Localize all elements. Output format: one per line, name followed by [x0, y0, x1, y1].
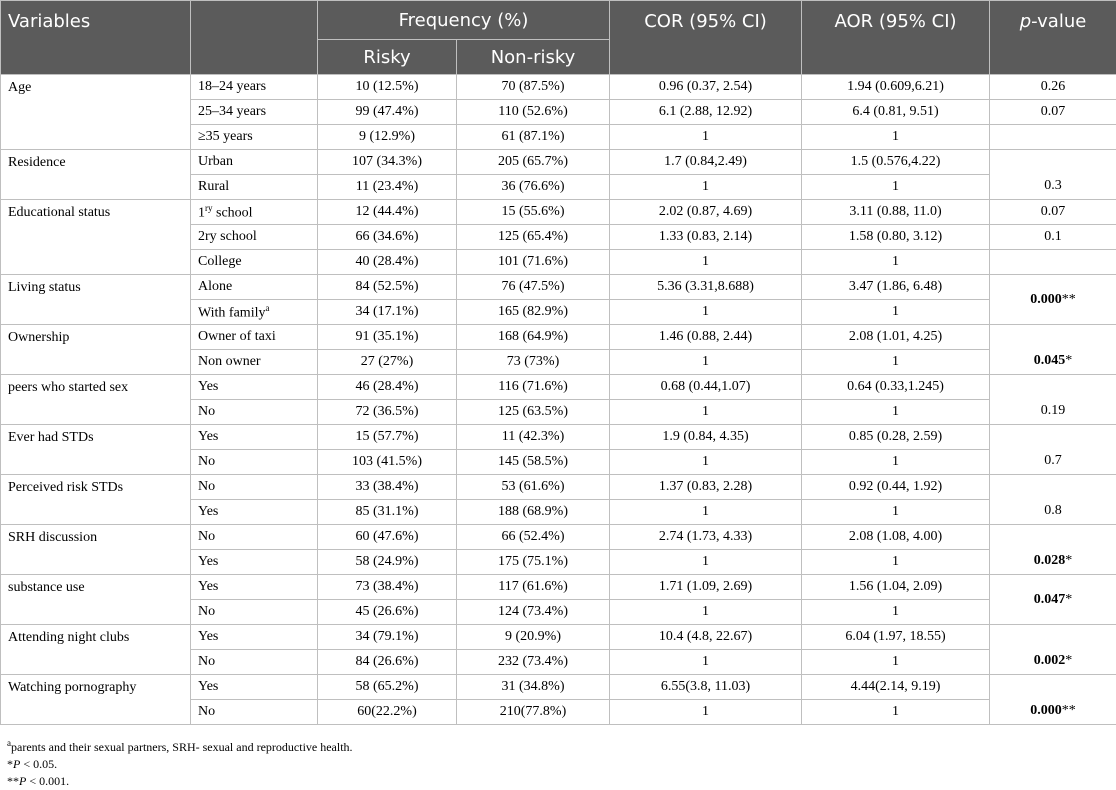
p-value-cell: 0.1 [990, 225, 1116, 250]
p-value-stars: * [1065, 553, 1072, 568]
category-label: 2ry school [198, 229, 257, 244]
risky-cell: 85 (31.1%) [318, 500, 457, 525]
aor-cell: 1 [802, 350, 990, 375]
non-risky-cell: 66 (52.4%) [457, 525, 610, 550]
non-risky-cell: 124 (73.4%) [457, 600, 610, 625]
risky-cell: 66 (34.6%) [318, 225, 457, 250]
p-value-bold: 0.000 [1030, 703, 1062, 718]
cor-cell: 1 [610, 300, 802, 325]
p-value-cell [990, 625, 1116, 675]
non-risky-cell: 31 (34.8%) [457, 675, 610, 700]
non-risky-cell: 232 (73.4%) [457, 650, 610, 675]
variable-cell: SRH discussion [1, 525, 191, 575]
category-cell [191, 400, 318, 425]
p-value-cell [990, 250, 1116, 275]
category-label-rest: school [213, 205, 253, 220]
aor-cell: 2.08 (1.01, 4.25) [802, 325, 990, 350]
header-non-risky: Non-risky [457, 40, 610, 75]
category-cell [191, 375, 318, 400]
non-risky-cell: 145 (58.5%) [457, 450, 610, 475]
variable-cell: Ownership [1, 325, 191, 375]
table-body [1, 75, 1116, 725]
table-row [1, 150, 1116, 175]
header-p-letter: p [1020, 11, 1031, 32]
table-row [1, 675, 1116, 700]
aor-cell: 1 [802, 650, 990, 675]
non-risky-cell: 15 (55.6%) [457, 200, 610, 225]
footnote-star-text: < 0.001. [26, 774, 69, 788]
aor-cell: 1.56 (1.04, 2.09) [802, 575, 990, 600]
non-risky-cell: 188 (68.9%) [457, 500, 610, 525]
variable-cell: substance use [1, 575, 191, 625]
variable-cell: Ever had STDs [1, 425, 191, 475]
category-cell [191, 250, 318, 275]
aor-cell: 0.85 (0.28, 2.59) [802, 425, 990, 450]
aor-cell: 1.58 (0.80, 3.12) [802, 225, 990, 250]
table-row [1, 525, 1116, 550]
non-risky-cell: 9 (20.9%) [457, 625, 610, 650]
cor-cell: 10.4 (4.8, 22.67) [610, 625, 802, 650]
category-label: No [198, 404, 215, 419]
cor-cell: 2.02 (0.87, 4.69) [610, 200, 802, 225]
table-row [1, 575, 1116, 600]
risky-cell: 15 (57.7%) [318, 425, 457, 450]
header-cor: COR (95% CI) [610, 1, 802, 75]
non-risky-cell: 205 (65.7%) [457, 150, 610, 175]
category-cell [191, 125, 318, 150]
non-risky-cell: 101 (71.6%) [457, 250, 610, 275]
p-value-cell [990, 275, 1116, 325]
cor-cell: 1 [610, 175, 802, 200]
p-value-cell: 0.8 [990, 475, 1116, 525]
aor-cell: 0.64 (0.33,1.245) [802, 375, 990, 400]
p-value-bold: 0.000 [1030, 292, 1062, 307]
risky-cell: 84 (52.5%) [318, 275, 457, 300]
non-risky-cell: 168 (64.9%) [457, 325, 610, 350]
p-value-cell [990, 125, 1116, 150]
category-label: Urban [198, 154, 233, 169]
table-row [1, 275, 1116, 300]
risky-cell: 103 (41.5%) [318, 450, 457, 475]
p-value-stars: ** [1062, 703, 1076, 718]
table-row [1, 425, 1116, 450]
p-value-cell: 0.3 [990, 150, 1116, 200]
category-label: Yes [198, 579, 218, 594]
category-label: No [198, 479, 215, 494]
p-value-cell: 0.26 [990, 75, 1116, 100]
category-label: Owner of taxi [198, 329, 276, 344]
cor-cell: 1 [610, 400, 802, 425]
category-cell [191, 450, 318, 475]
risky-cell: 60(22.2%) [318, 700, 457, 725]
p-value-cell: 0.07 [990, 100, 1116, 125]
category-label: College [198, 254, 242, 269]
header-p-value [990, 1, 1116, 75]
variable-cell: Residence [1, 150, 191, 200]
category-cell [191, 200, 318, 225]
risky-cell: 46 (28.4%) [318, 375, 457, 400]
aor-cell: 1 [802, 700, 990, 725]
header-risky: Risky [318, 40, 457, 75]
category-cell [191, 650, 318, 675]
category-cell [191, 75, 318, 100]
cor-cell: 1 [610, 450, 802, 475]
risky-cell: 34 (17.1%) [318, 300, 457, 325]
footnote-single-star [7, 756, 353, 773]
category-label: Yes [198, 504, 218, 519]
variable-cell: Living status [1, 275, 191, 325]
footnote-p-letter: P [13, 757, 20, 771]
risky-cell: 10 (12.5%) [318, 75, 457, 100]
non-risky-cell: 61 (87.1%) [457, 125, 610, 150]
aor-cell: 1 [802, 400, 990, 425]
variable-cell: Attending night clubs [1, 625, 191, 675]
table-row [1, 625, 1116, 650]
category-label: ≥35 years [198, 129, 253, 144]
non-risky-cell: 210(77.8%) [457, 700, 610, 725]
header-variables: Variables [1, 1, 191, 75]
category-cell [191, 475, 318, 500]
cor-cell: 5.36 (3.31,8.688) [610, 275, 802, 300]
risky-cell: 72 (36.5%) [318, 400, 457, 425]
variable-cell: Watching pornography [1, 675, 191, 725]
category-label: Yes [198, 554, 218, 569]
cor-cell: 2.74 (1.73, 4.33) [610, 525, 802, 550]
category-cell [191, 325, 318, 350]
risky-cell: 27 (27%) [318, 350, 457, 375]
category-cell [191, 675, 318, 700]
footnote-star-text: < 0.05. [20, 757, 57, 771]
aor-cell: 1 [802, 500, 990, 525]
category-cell [191, 500, 318, 525]
variable-cell: Educational status [1, 200, 191, 275]
header-category [191, 1, 318, 75]
cor-cell: 1.46 (0.88, 2.44) [610, 325, 802, 350]
non-risky-cell: 73 (73%) [457, 350, 610, 375]
risky-cell: 58 (24.9%) [318, 550, 457, 575]
category-label: No [198, 704, 215, 719]
footnote-a-mark: a [7, 738, 11, 748]
header-p-rest: -value [1031, 11, 1086, 32]
variable-cell: Perceived risk STDs [1, 475, 191, 525]
risky-cell: 60 (47.6%) [318, 525, 457, 550]
p-value-bold: 0.028 [1034, 553, 1066, 568]
non-risky-cell: 117 (61.6%) [457, 575, 610, 600]
aor-cell: 6.04 (1.97, 18.55) [802, 625, 990, 650]
cor-cell: 1 [610, 250, 802, 275]
p-value-bold: 0.002 [1034, 653, 1066, 668]
risky-cell: 91 (35.1%) [318, 325, 457, 350]
aor-cell: 0.92 (0.44, 1.92) [802, 475, 990, 500]
footnote-star-mark: ** [7, 774, 19, 788]
p-value-cell [990, 675, 1116, 725]
category-label: Yes [198, 429, 218, 444]
category-cell [191, 225, 318, 250]
non-risky-cell: 76 (47.5%) [457, 275, 610, 300]
aor-cell: 4.44(2.14, 9.19) [802, 675, 990, 700]
category-cell [191, 625, 318, 650]
p-value-bold: 0.047 [1034, 592, 1066, 607]
category-label: With family [198, 305, 265, 320]
p-value-cell [990, 325, 1116, 375]
category-label: No [198, 529, 215, 544]
cor-cell: 6.1 (2.88, 12.92) [610, 100, 802, 125]
cor-cell: 1.7 (0.84,2.49) [610, 150, 802, 175]
cor-cell: 1 [610, 350, 802, 375]
p-value-cell: 0.07 [990, 200, 1116, 225]
footnote-star-mark: * [7, 757, 13, 771]
cor-cell: 1 [610, 125, 802, 150]
risky-cell: 34 (79.1%) [318, 625, 457, 650]
cor-cell: 1.9 (0.84, 4.35) [610, 425, 802, 450]
cor-cell: 0.96 (0.37, 2.54) [610, 75, 802, 100]
category-label: Alone [198, 279, 232, 294]
p-value-bold: 0.045 [1034, 353, 1066, 368]
category-cell [191, 700, 318, 725]
non-risky-cell: 110 (52.6%) [457, 100, 610, 125]
header-frequency: Frequency (%) [318, 1, 610, 40]
footnote-a [7, 735, 353, 756]
cor-cell: 1 [610, 500, 802, 525]
aor-cell: 3.47 (1.86, 6.48) [802, 275, 990, 300]
footnote-p-letter: P [19, 774, 26, 788]
category-label: No [198, 604, 215, 619]
risky-cell: 12 (44.4%) [318, 200, 457, 225]
aor-cell: 1 [802, 600, 990, 625]
aor-cell: 2.08 (1.08, 4.00) [802, 525, 990, 550]
p-value-stars: * [1065, 353, 1072, 368]
footnote-a-text: parents and their sexual partners, SRH- sexual and reproductive health. [11, 740, 353, 754]
category-cell [191, 600, 318, 625]
table-row [1, 375, 1116, 400]
category-cell [191, 550, 318, 575]
aor-cell: 1.94 (0.609,6.21) [802, 75, 990, 100]
aor-cell: 6.4 (0.81, 9.51) [802, 100, 990, 125]
aor-cell: 1 [802, 300, 990, 325]
footnotes [7, 735, 353, 790]
p-value-cell [990, 575, 1116, 625]
non-risky-cell: 53 (61.6%) [457, 475, 610, 500]
variable-cell: Age [1, 75, 191, 150]
p-value-cell [990, 525, 1116, 575]
category-cell [191, 100, 318, 125]
cor-cell: 1.71 (1.09, 2.69) [610, 575, 802, 600]
cor-cell: 1 [610, 650, 802, 675]
category-cell [191, 350, 318, 375]
p-value-stars: ** [1062, 292, 1076, 307]
non-risky-cell: 165 (82.9%) [457, 300, 610, 325]
non-risky-cell: 70 (87.5%) [457, 75, 610, 100]
aor-cell: 1 [802, 250, 990, 275]
category-label: Yes [198, 679, 218, 694]
risky-cell: 73 (38.4%) [318, 575, 457, 600]
table-row [1, 475, 1116, 500]
aor-cell: 1.5 (0.576,4.22) [802, 150, 990, 175]
category-cell [191, 525, 318, 550]
aor-cell: 1 [802, 450, 990, 475]
aor-cell: 1 [802, 175, 990, 200]
cor-cell: 1.37 (0.83, 2.28) [610, 475, 802, 500]
risky-cell: 45 (26.6%) [318, 600, 457, 625]
category-cell [191, 575, 318, 600]
aor-cell: 1 [802, 550, 990, 575]
cor-cell: 6.55(3.8, 11.03) [610, 675, 802, 700]
category-label: Yes [198, 379, 218, 394]
cor-cell: 1 [610, 550, 802, 575]
p-value-stars: * [1065, 653, 1072, 668]
risky-cell: 84 (26.6%) [318, 650, 457, 675]
non-risky-cell: 125 (65.4%) [457, 225, 610, 250]
risky-cell: 9 (12.9%) [318, 125, 457, 150]
category-label: 1 [198, 205, 205, 220]
category-cell [191, 175, 318, 200]
non-risky-cell: 175 (75.1%) [457, 550, 610, 575]
category-label: Yes [198, 629, 218, 644]
risky-cell: 58 (65.2%) [318, 675, 457, 700]
p-value-stars: * [1065, 592, 1072, 607]
category-label: 18–24 years [198, 79, 266, 94]
variable-cell: peers who started sex [1, 375, 191, 425]
risky-cell: 107 (34.3%) [318, 150, 457, 175]
non-risky-cell: 36 (76.6%) [457, 175, 610, 200]
category-cell [191, 150, 318, 175]
risky-cell: 33 (38.4%) [318, 475, 457, 500]
category-label: 25–34 years [198, 104, 266, 119]
p-value-cell: 0.7 [990, 425, 1116, 475]
category-label: Non owner [198, 354, 261, 369]
cor-cell: 1.33 (0.83, 2.14) [610, 225, 802, 250]
table-row [1, 75, 1116, 100]
category-label: No [198, 454, 215, 469]
table-row [1, 325, 1116, 350]
header-aor: AOR (95% CI) [802, 1, 990, 75]
non-risky-cell: 116 (71.6%) [457, 375, 610, 400]
non-risky-cell: 11 (42.3%) [457, 425, 610, 450]
category-label: No [198, 654, 215, 669]
cor-cell: 0.68 (0.44,1.07) [610, 375, 802, 400]
category-cell [191, 275, 318, 300]
category-superscript: a [265, 303, 269, 313]
category-label: Rural [198, 179, 229, 194]
risky-cell: 40 (28.4%) [318, 250, 457, 275]
cor-cell: 1 [610, 700, 802, 725]
category-superscript: ry [205, 203, 213, 213]
cor-cell: 1 [610, 600, 802, 625]
risky-cell: 99 (47.4%) [318, 100, 457, 125]
category-cell [191, 425, 318, 450]
risky-cell: 11 (23.4%) [318, 175, 457, 200]
aor-cell: 3.11 (0.88, 11.0) [802, 200, 990, 225]
aor-cell: 1 [802, 125, 990, 150]
non-risky-cell: 125 (63.5%) [457, 400, 610, 425]
category-cell [191, 300, 318, 325]
footnote-double-star [7, 773, 353, 790]
table-row [1, 200, 1116, 225]
p-value-cell: 0.19 [990, 375, 1116, 425]
